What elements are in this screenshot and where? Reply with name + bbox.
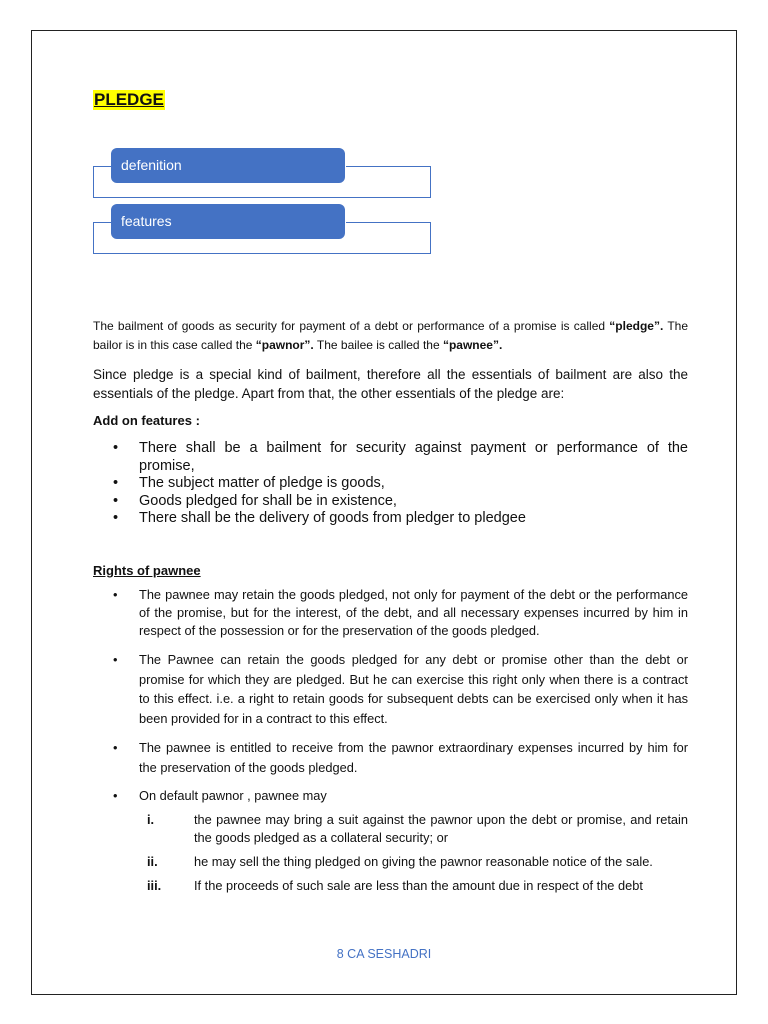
list-item: • The subject matter of pledge is goods, (93, 475, 688, 493)
rights-list (93, 586, 688, 901)
page-footer: 8 CA SESHADRI (336, 947, 432, 961)
list-item: • The pawnee may retain the goods pledged, not only for payment of the debt or the performance of the promise, but for the interest, of the debt, and all necessary expenses incurred by him in respect of the possession or for the preservation of the goods pledged. (93, 586, 688, 640)
list-item (93, 811, 688, 847)
rights-heading: Rights of pawnee (93, 563, 201, 578)
item-number: iii. (147, 878, 162, 893)
list-item (93, 853, 688, 871)
list-item: • On default pawnor , pawnee may (93, 787, 688, 805)
item-text: he may sell the thing pledged on giving the pawnor reasonable notice of the sale. (194, 854, 653, 869)
addon-heading: Add on features : (93, 413, 200, 428)
term-pawnee: “pawnee”. (442, 338, 503, 352)
item-number: i. (147, 812, 155, 827)
term-pawnor: “pawnor”. (255, 338, 314, 352)
list-item (93, 877, 688, 895)
definition-paragraph (93, 317, 688, 355)
item-text: the pawnee may bring a suit against the pawnor upon the debt or promise, and retain the goods pledged as a collateral security; or (194, 812, 688, 845)
definition-text: The bailment of goods as security for payment of a debt or performance of a promise is called (93, 319, 610, 333)
item-text: If the proceeds of such sale are less than the amount due in respect of the debt (194, 878, 643, 893)
addon-list (93, 440, 688, 528)
list-item: • There shall be a bailment for security against payment or performance of the promise, (93, 440, 688, 475)
essentials-paragraph: Since pledge is a special kind of bailment, therefore all the essentials of bailment are also the essentials of the pledge. Apart from that, the other essentials of the pledge are: (93, 367, 688, 401)
definition-text: The bailor is in this case called the (93, 319, 688, 352)
list-item: • The pawnee is entitled to receive from the pawnor extraordinary expenses incurred by him for the preservation of the goods pledged. (93, 738, 688, 777)
list-item: • The Pawnee can retain the goods pledged for any debt or promise other than the debt or promise for which they are pledged. But he can exercise this right only when there is a contract to this effect. i.e. a right to retain goods for subsequent debts can be exercised only when it has been provided for in a contract to this effect. (93, 650, 688, 728)
list-item: • There shall be the delivery of goods from pledger to pledgee (93, 510, 688, 528)
diagram-item-definition: defenition (111, 148, 345, 183)
page-title: PLEDGE (94, 90, 164, 109)
term-pledge: “pledge”. (609, 319, 664, 333)
definition-text: The bailee is called the (313, 338, 443, 352)
diagram-item-features: features (111, 204, 345, 239)
item-number: ii. (147, 854, 158, 869)
list-item: • Goods pledged for shall be in existence, (93, 493, 688, 511)
